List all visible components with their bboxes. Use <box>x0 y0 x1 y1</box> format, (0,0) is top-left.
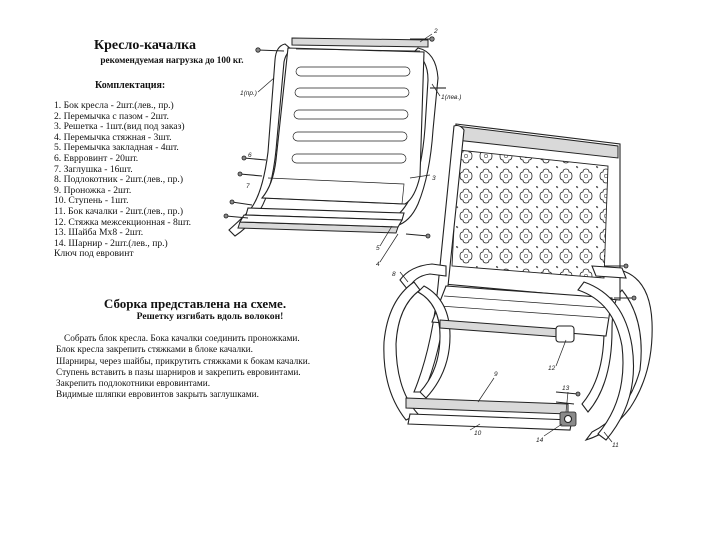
assembly-heading: Сборка представлена на схеме. <box>103 296 287 311</box>
part-item: 8. Подлокотник - 2шт.(лев., пр.) <box>54 174 184 186</box>
callout-2: 2 <box>434 28 438 35</box>
part-item: 7. Заглушка - 16шт. <box>54 163 133 175</box>
callout-seat-right: 1(лев.) <box>441 94 462 101</box>
part-item: 13. Шайба Мх8 - 2шт. <box>54 227 144 239</box>
armrest-right <box>592 266 626 278</box>
load-recommendation: рекомендуемая нагрузка до 100 кг. <box>100 55 244 65</box>
part-item: 1. Бок кресла - 2шт.(лев., пр.) <box>54 100 174 111</box>
instruction-line: Шарниры, через шайбы, прикрутить стяжками к бокам качалки. <box>56 356 311 367</box>
callout-4: 4 <box>376 261 380 268</box>
callout-3: 3 <box>432 175 436 182</box>
instruction-line: Видимые шляпки евровинтов закрыть заглушками. <box>56 390 259 401</box>
part-item: 4. Перемычка стяжная - 3шт. <box>54 131 172 143</box>
part-item: 6. Еврровинт - 20шт. <box>54 152 139 164</box>
callout-9: 9 <box>494 371 498 378</box>
callout-13: 13 <box>562 385 570 392</box>
seat-back-grille <box>262 48 424 204</box>
top-crossbar <box>292 38 428 47</box>
callout-14: 14 <box>536 437 544 444</box>
callout-seat-left: 1(пр.) <box>240 90 257 97</box>
instruction-line: Собрать блок кресла. Бока качалки соединить проножками. <box>64 334 300 344</box>
part-item: 5. Перемычка закладная - 4шт. <box>54 142 179 154</box>
callout-5: 5 <box>376 245 380 252</box>
backrest-lattice <box>452 150 608 278</box>
part-item: 3. Решетка - 1шт.(вид под заказ) <box>54 121 185 133</box>
assembly-warning: Решетку изгибать вдоль волокон! <box>136 311 284 322</box>
callout-12: 12 <box>548 365 556 372</box>
callout-10: 10 <box>474 430 482 437</box>
part-item: 9. Проножка - 2шт. <box>54 184 132 196</box>
callout-8: 8 <box>392 271 396 278</box>
instruction-line: Блок кресла закрепить стяжками в блоке качалки. <box>56 345 253 356</box>
part-item: 10. Ступень - 1шт. <box>54 195 129 207</box>
part-item: 14. Шарнир - 2шт.(лев., пр.) <box>54 237 168 249</box>
part-item: Ключ под евровинт <box>54 248 134 260</box>
callout-11: 11 <box>612 442 619 449</box>
part-item: 11. Бок качалки - 2шт.(лев., пр.) <box>54 205 184 217</box>
page-title: Кресло-качалка <box>93 38 197 53</box>
instruction-line: Закрепить подлокотники евровинтами. <box>56 379 211 390</box>
kit-heading: Комплектация: <box>95 80 166 91</box>
part-item: 12. Стяжка межсекционная - 8шт. <box>54 216 192 228</box>
instruction-line: Ступень вставить в пазы шарниров и закрепить евровинтами. <box>56 367 301 378</box>
callout-6: 6 <box>248 152 252 159</box>
footrest-bar <box>406 398 568 414</box>
step-board <box>408 414 572 430</box>
part-item: 2. Перемычка с пазом - 2шт. <box>54 110 169 122</box>
callout-7: 7 <box>246 183 250 190</box>
seat-block-exploded <box>224 28 461 268</box>
